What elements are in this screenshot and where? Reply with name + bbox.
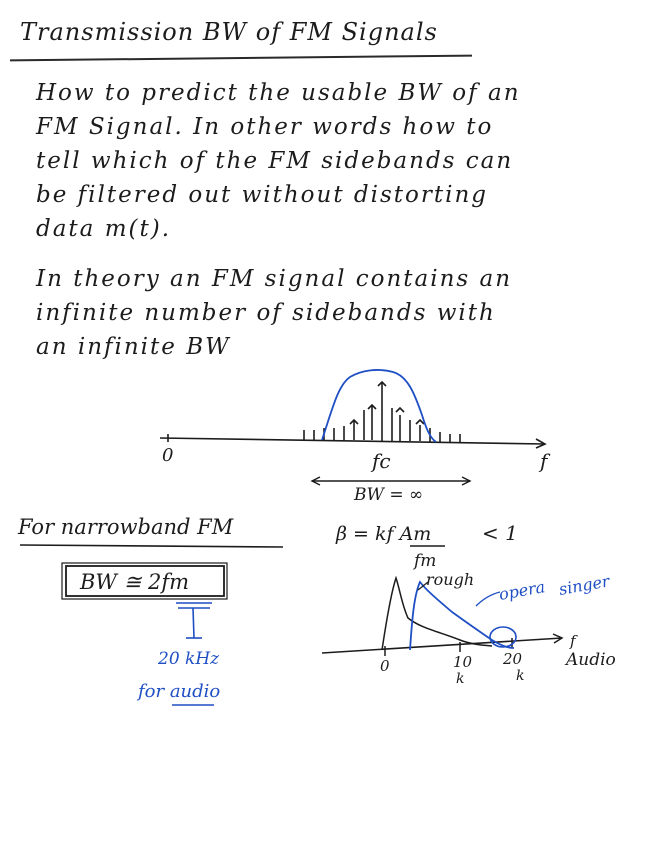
frequency-label: f bbox=[540, 449, 548, 473]
singer-label: singer bbox=[557, 571, 611, 599]
audio-tick-10: 10 bbox=[453, 653, 473, 671]
text-line: In theory an FM signal contains an bbox=[36, 266, 513, 292]
section-underline bbox=[20, 545, 283, 547]
audio-axis-label: f bbox=[570, 632, 576, 650]
audio-tick-20: 20 bbox=[503, 650, 523, 668]
audio-frequency-axis bbox=[322, 638, 562, 653]
audio-tick-0: 0 bbox=[380, 657, 390, 675]
origin-label: 0 bbox=[162, 445, 174, 466]
audio-axis-caption: Audio bbox=[566, 650, 616, 670]
sideband-lines bbox=[304, 382, 460, 442]
frequency-axis bbox=[160, 438, 545, 444]
audio-tick-10-unit: k bbox=[456, 671, 465, 687]
spectrum-envelope bbox=[322, 370, 436, 442]
text-line: FM Signal. In other words how to bbox=[36, 114, 494, 140]
bandwidth-formula: BW ≅ 2fm bbox=[80, 570, 190, 594]
narrowband-heading: For narrowband FM bbox=[18, 515, 234, 539]
annotation-leader bbox=[176, 603, 212, 638]
text-line: data m(t). bbox=[36, 216, 172, 242]
text-line: How to predict the usable BW of an bbox=[36, 80, 521, 106]
text-line: be filtered out without distorting bbox=[36, 182, 488, 208]
carrier-label: fc bbox=[372, 449, 391, 473]
opera-pointer bbox=[476, 592, 500, 606]
text-line: infinite number of sidebands with bbox=[36, 300, 496, 326]
beta-formula-numerator: β = kf Am bbox=[336, 523, 432, 545]
page-title: Transmission BW of FM Signals bbox=[20, 18, 438, 46]
beta-formula-denominator: fm bbox=[414, 551, 437, 571]
beta-formula-condition: < 1 bbox=[482, 521, 518, 545]
annotation-for-audio: for audio bbox=[138, 681, 221, 702]
fm-spectrum-diagram bbox=[160, 382, 545, 448]
opera-label: opera bbox=[497, 577, 547, 604]
text-line: an infinite BW bbox=[36, 334, 231, 360]
text-line: tell which of the FM sidebands can bbox=[36, 148, 514, 174]
bandwidth-arrow bbox=[312, 477, 470, 485]
annotation-20khz: 20 kHz bbox=[158, 649, 220, 669]
audio-tick-20-unit: k bbox=[516, 668, 525, 684]
bandwidth-label: BW = ∞ bbox=[354, 485, 424, 505]
circle-highlight bbox=[490, 627, 516, 647]
rough-label: rough bbox=[426, 570, 475, 589]
